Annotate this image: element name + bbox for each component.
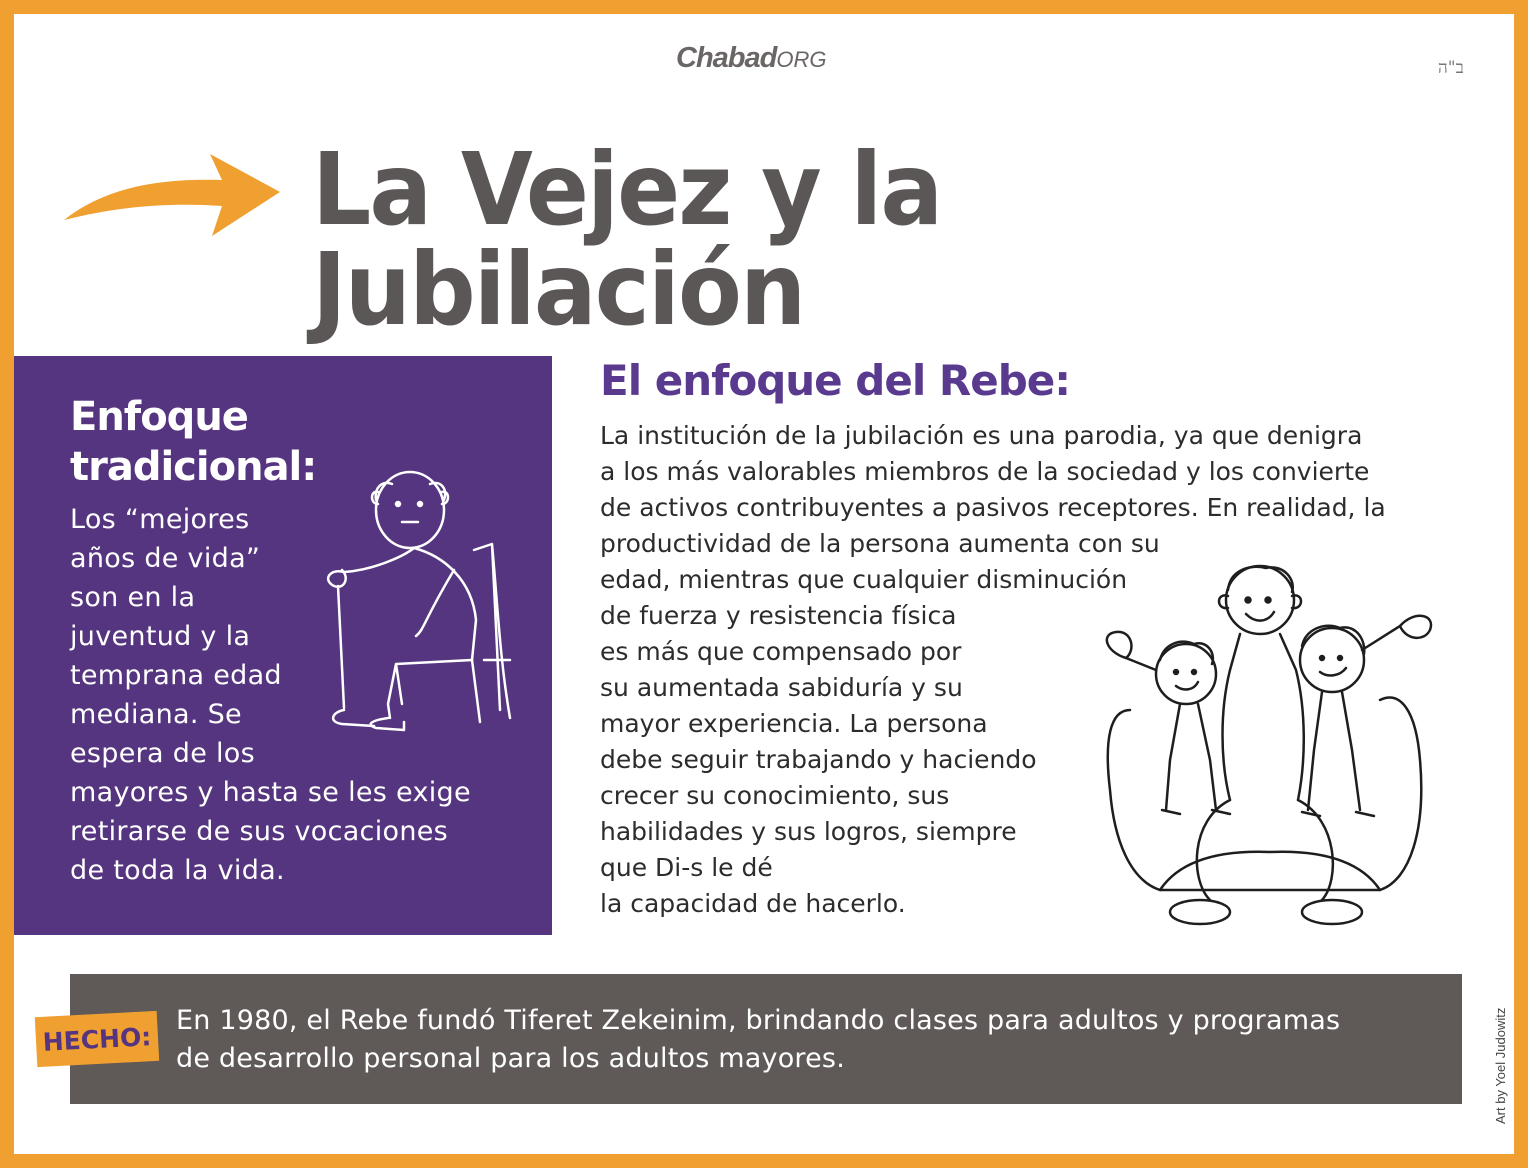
rebbe-text-line: La institución de la jubilación es una parodia, ya que denigra — [600, 421, 1363, 450]
chabad-logo[interactable] — [676, 42, 826, 75]
traditional-text-line: años de vida” — [70, 543, 261, 574]
logo-main-text: Chabad — [676, 42, 777, 74]
rebbe-text-line: debe seguir trabajando y haciendo — [600, 745, 1037, 774]
traditional-heading-line: tradicional: — [70, 444, 317, 490]
traditional-heading — [70, 392, 316, 492]
rebbe-text-line: edad, mientras que cualquier disminución — [600, 565, 1128, 594]
bh-mark: ב"ה — [1438, 58, 1464, 78]
old-man-in-chair-drawing — [304, 460, 514, 740]
traditional-text-line: mayores y hasta se les exige — [70, 777, 471, 808]
traditional-text-line: temprana edad — [70, 660, 282, 691]
traditional-approach-panel — [14, 356, 552, 935]
page-title: La Vejez y la Jubilación — [312, 131, 942, 348]
rebbe-text-line: de fuerza y resistencia física — [600, 601, 957, 630]
rebbe-text-line: a los más valorables miembros de la sociedad y los convierte — [600, 457, 1370, 486]
fact-label: HECHO: — [35, 1011, 159, 1067]
rebbe-text-line: crecer su conocimiento, sus — [600, 781, 950, 810]
rebbe-approach-heading: El enfoque del Rebe: — [600, 356, 1071, 405]
logo-suffix-text: ORG — [776, 47, 827, 72]
rebbe-text-line: productividad de la persona aumenta con su — [600, 529, 1160, 558]
rebbe-text-line: de activos contribuyentes a pasivos receptores. En realidad, la — [600, 493, 1386, 522]
traditional-text-line: retirarse de sus vocaciones — [70, 816, 449, 847]
traditional-text-line: son en la — [70, 582, 196, 613]
rebbe-text-line: que Di-s le dé — [600, 853, 773, 882]
traditional-text-line: Los “mejores — [70, 504, 250, 535]
rebbe-text-line: habilidades y sus logros, siempre — [600, 817, 1017, 846]
rebbe-text-line: su aumentada sabiduría y su — [600, 673, 963, 702]
rebbe-text-line: mayor experiencia. La persona — [600, 709, 988, 738]
fact-text-line: En 1980, el Rebe fundó Tiferet Zekeinim, brindando clases para adultos y programas — [176, 1005, 1341, 1036]
arrow-right-icon — [62, 150, 282, 240]
fact-text — [176, 1002, 1340, 1078]
fact-text-line: de desarrollo personal para los adultos mayores. — [176, 1043, 845, 1074]
rebbe-text-line: la capacidad de hacerlo. — [600, 889, 906, 918]
grandparent-with-children-drawing — [1070, 560, 1450, 940]
traditional-text-line: juventud y la — [70, 621, 251, 652]
traditional-heading-line: Enfoque — [70, 394, 248, 440]
art-credit: Art by Yoel Judowitz — [1493, 1007, 1508, 1124]
rebbe-text-line: es más que compensado por — [600, 637, 962, 666]
traditional-text-line: de toda la vida. — [70, 855, 285, 886]
traditional-text-line: mediana. Se — [70, 699, 242, 730]
traditional-text-line: espera de los — [70, 738, 255, 769]
